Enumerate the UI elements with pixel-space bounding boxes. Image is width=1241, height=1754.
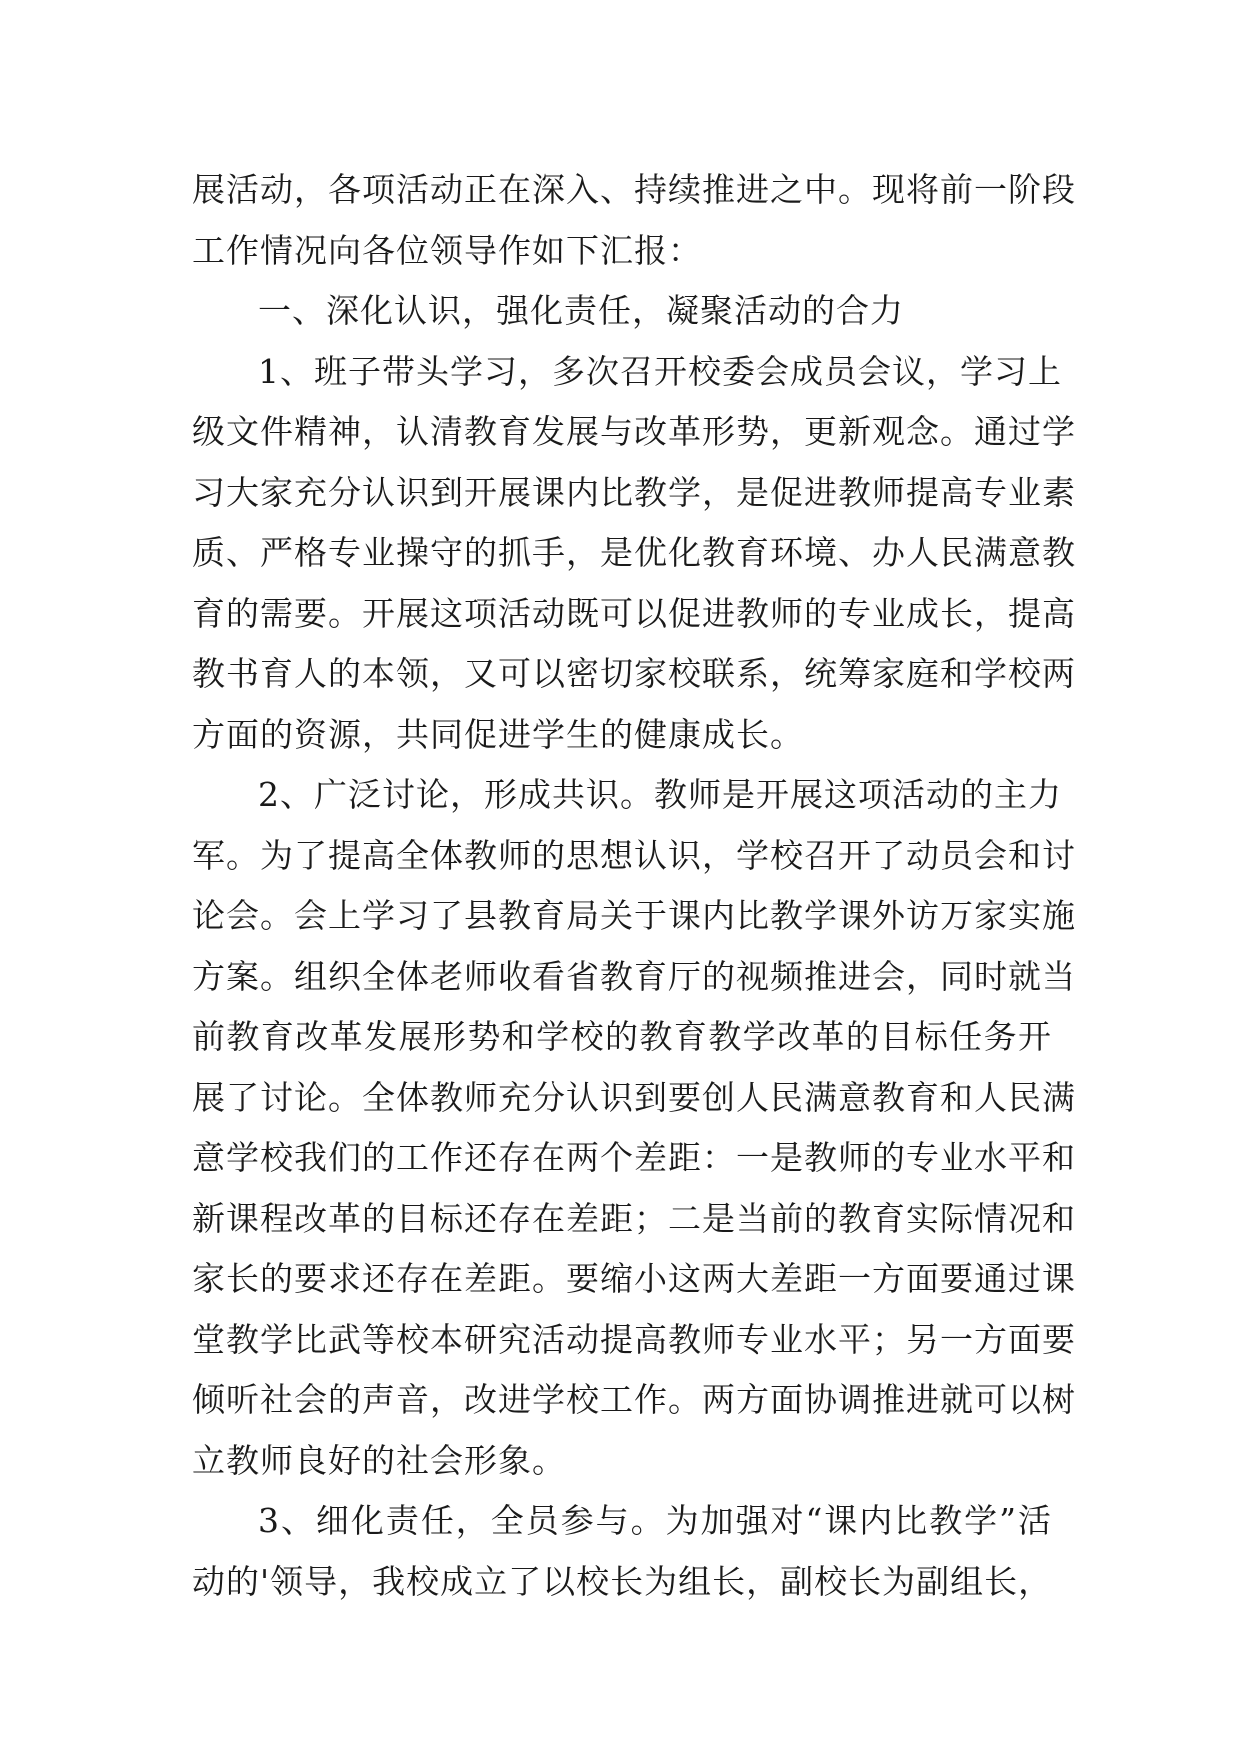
text-line: 一、深化认识，强化责任，凝聚活动的合力: [258, 291, 904, 330]
text-line: 质、严格专业操守的抓手，是优化教育环境、办人民满意教: [192, 533, 1076, 572]
text-line: 1、班子带头学习，多次召开校委会成员会议，学习上: [258, 351, 1062, 391]
text-line: 展活动，各项活动正在深入、持续推进之中。现将前一阶段: [192, 170, 1076, 209]
text-line: 意学校我们的工作还存在两个差距：一是教师的专业水平和: [192, 1138, 1076, 1177]
text-line: 习大家充分认识到开展课内比教学，是促进教师提高专业素: [192, 472, 1076, 512]
text-line: 教书育人的本领，又可以密切家校联系，统筹家庭和学校两: [192, 654, 1076, 693]
text-line: 家长的要求还存在差距。要缩小这两大差距一方面要通过课: [192, 1259, 1076, 1298]
text-line: 堂教学比武等校本研究活动提高教师专业水平；另一方面要: [192, 1319, 1076, 1359]
text-line: 论会。会上学习了县教育局关于课内比教学课外访万家实施: [192, 896, 1076, 935]
text-line: 方面的资源，共同促进学生的健康成长。: [192, 714, 804, 754]
text-line: 育的需要。开展这项活动既可以促进教师的专业成长，提高: [192, 593, 1076, 633]
text-line: 工作情况向各位领导作如下汇报：: [192, 230, 702, 270]
text-line: 倾听社会的声音，改进学校工作。两方面协调推进就可以树: [192, 1380, 1076, 1419]
document-page: [192, 160, 1076, 1612]
text-line: 前教育改革发展形势和学校的教育教学改革的目标任务开: [192, 1017, 1052, 1056]
text-line: 2、广泛讨论，形成共识。教师是开展这项活动的主力: [258, 775, 1062, 814]
text-line: 方案。组织全体老师收看省教育厅的视频推进会，同时就当: [192, 956, 1076, 996]
text-line: 动的'领导，我校成立了以校长为组长，副校长为副组长，: [192, 1561, 1053, 1601]
text-line: 展了讨论。全体教师充分认识到要创人民满意教育和人民满: [192, 1077, 1076, 1117]
text-line: 新课程改革的目标还存在差距；二是当前的教育实际情况和: [192, 1198, 1076, 1238]
text-line: 3、细化责任，全员参与。为加强对“课内比教学”活: [258, 1501, 1052, 1540]
text-line: 级文件精神，认清教育发展与改革形势，更新观念。通过学: [192, 412, 1076, 451]
text-line: 立教师良好的社会形象。: [192, 1440, 566, 1480]
text-line: 军。为了提高全体教师的思想认识，学校召开了动员会和讨: [192, 835, 1076, 875]
